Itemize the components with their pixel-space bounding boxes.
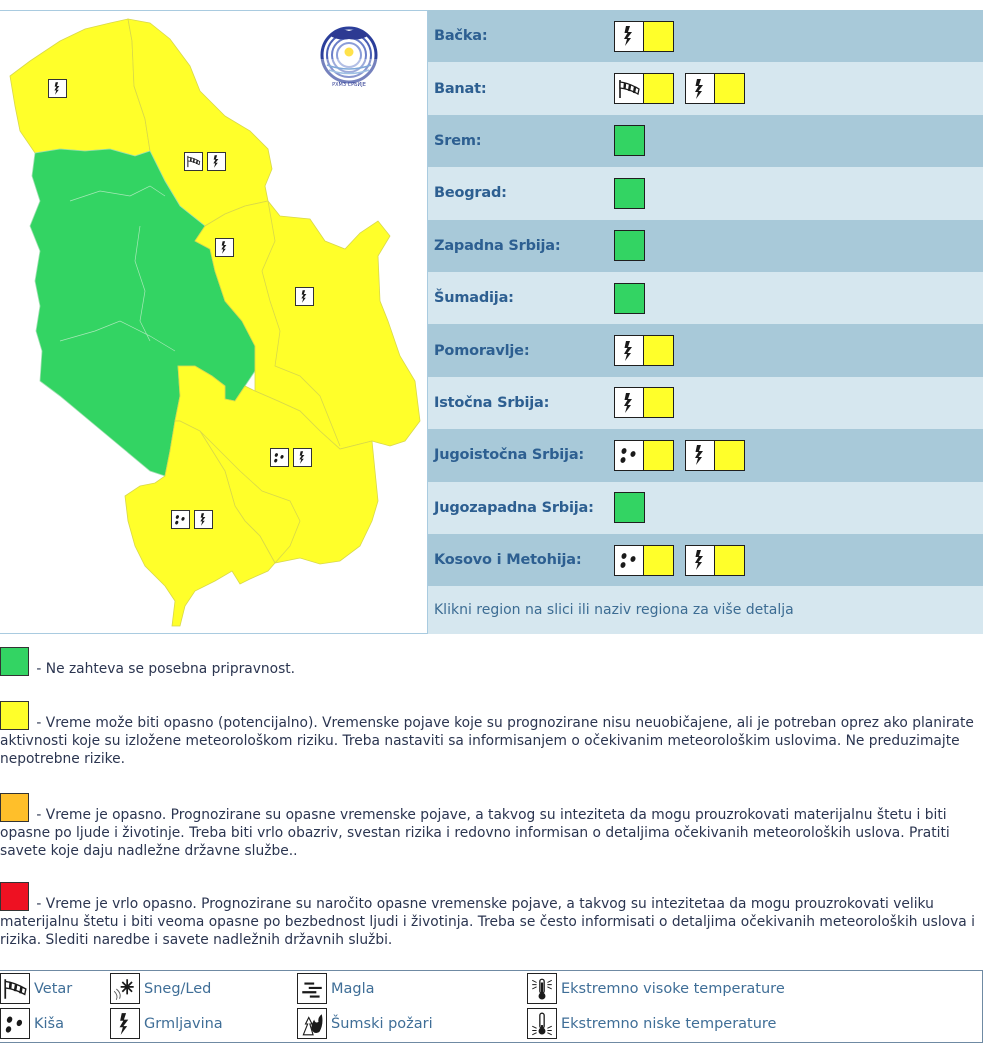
rain-icon [615, 441, 644, 470]
thunder-icon [293, 448, 312, 467]
map-region-backa[interactable] [10, 19, 150, 156]
level-yellow [644, 388, 673, 417]
level-yellow-description [0, 701, 1000, 768]
thunder-icon [48, 79, 67, 98]
rain-icon [171, 510, 190, 529]
region-name[interactable]: Kosovo i Metohija: [434, 552, 582, 569]
warning-badge [685, 73, 745, 104]
map-markers-backa[interactable] [48, 79, 67, 98]
wind-icon [0, 973, 30, 1004]
legend-rain [0, 1008, 64, 1039]
level-yellow [644, 336, 673, 365]
legend-wind [0, 973, 72, 1004]
red-swatch [0, 882, 29, 911]
warning-badge [614, 73, 674, 104]
thunder-icon [615, 388, 644, 417]
table-hint: Klikni region na slici ili naziv regiona za više detalja [428, 586, 983, 634]
region-row-beograd[interactable] [428, 167, 983, 219]
region-row-sumadija[interactable] [428, 272, 983, 324]
thunder-icon [686, 441, 715, 470]
level-yellow [715, 546, 744, 575]
level-yellow [644, 441, 673, 470]
region-row-banat[interactable] [428, 62, 983, 114]
wind-icon [615, 74, 644, 103]
region-name[interactable]: Srem: [434, 132, 482, 149]
forest-fire-icon [297, 1008, 327, 1039]
level-green-description [0, 647, 295, 678]
rain-icon [615, 546, 644, 575]
level-text: - Vreme je opasno. Prognozirane su opasne vremenske pojave, a takvog su inteziteta da mogu prouzrokovati materijalnu štetu i biti opasne po ljude i životinje. Treba biti vrlo obazriv, svestan rizika i redovno informisan o detaljima očekivanih meteoroloških uslova. Pratiti savete koje daju nadležne državne službe.. [0, 807, 950, 859]
thunder-icon [686, 74, 715, 103]
level-text: - Vreme može biti opasno (potencijalno). Vremenske pojave koje su prognozirane nisu neuobičajene, ali je potreban oprez ako planirate aktivnosti koje su izložene meteorološkom riziku. Treba nastaviti sa informisanjem o očekivanim meteorološkim uslovima. Ne preduzimajte nepotrebne rizike. [0, 715, 974, 767]
warning-badge [614, 492, 645, 523]
level-yellow [644, 74, 673, 103]
thunder-icon [686, 546, 715, 575]
region-name[interactable]: Jugoistočna Srbija: [434, 447, 585, 464]
legend-cold [527, 1008, 776, 1039]
region-row-kosovo-i-metohija[interactable] [428, 534, 983, 586]
region-row-jugozapadna-srbija[interactable] [428, 482, 983, 534]
level-green [615, 493, 644, 522]
legend-label: Magla [331, 980, 375, 997]
green-swatch [0, 647, 29, 676]
warning-map[interactable] [0, 10, 428, 634]
thermometer-cold-icon [527, 1008, 557, 1039]
warning-badge [614, 335, 674, 366]
level-red-description [0, 882, 1000, 949]
phenomena-legend [0, 970, 983, 1043]
region-name[interactable]: Zapadna Srbija: [434, 237, 561, 254]
warning-badge [614, 230, 645, 261]
region-row-srem[interactable] [428, 115, 983, 167]
thunder-icon [615, 22, 644, 51]
logo-text: РХМЗ СРБИЈЕ [332, 82, 366, 88]
serbia-map[interactable] [0, 11, 428, 634]
warning-badge [614, 545, 674, 576]
warning-badge [685, 545, 745, 576]
rain-icon [0, 1008, 30, 1039]
level-green [615, 284, 644, 313]
legend-label: Vetar [34, 980, 73, 997]
legend-fire [297, 1008, 433, 1039]
region-row-pomoravlje[interactable] [428, 324, 983, 376]
level-yellow [644, 22, 673, 51]
thunder-icon [295, 287, 314, 306]
warning-badge [614, 178, 645, 209]
warning-badge [614, 283, 645, 314]
region-name[interactable]: Jugozapadna Srbija: [434, 499, 594, 516]
legend-label: Ekstremno visoke temperature [561, 980, 785, 997]
warning-badge [614, 21, 674, 52]
legend-label: Kiša [34, 1015, 64, 1032]
warning-badge [614, 440, 674, 471]
region-name[interactable]: Beograd: [434, 185, 507, 202]
legend-label: Ekstremno niske temperature [561, 1015, 777, 1032]
map-markers-pomoravlje[interactable] [215, 238, 234, 257]
legend-heat [527, 973, 785, 1004]
level-green [615, 231, 644, 260]
warning-badge [614, 387, 674, 418]
legend-thunder [110, 1008, 223, 1039]
region-name[interactable]: Bačka: [434, 28, 488, 45]
region-warning-table [428, 10, 983, 634]
level-yellow [715, 441, 744, 470]
region-name[interactable]: Šumadija: [434, 290, 514, 307]
rain-icon [270, 448, 289, 467]
map-markers-banat[interactable] [184, 152, 226, 171]
thunder-icon [194, 510, 213, 529]
thunder-icon [110, 1008, 140, 1039]
level-yellow [644, 546, 673, 575]
yellow-swatch [0, 701, 29, 730]
thunder-icon [207, 152, 226, 171]
legend-label: Grmljavina [144, 1015, 223, 1032]
legend-label: Sneg/Led [144, 980, 212, 997]
map-markers-jugoistocna[interactable] [270, 448, 312, 467]
level-orange-description [0, 793, 1000, 860]
region-name[interactable]: Istočna Srbija: [434, 394, 550, 411]
thunder-icon [615, 336, 644, 365]
orange-swatch [0, 793, 29, 822]
thermometer-hot-icon [527, 973, 557, 1004]
rhmz-logo [317, 25, 381, 91]
level-green [615, 179, 644, 208]
legend-label: Šumski požari [331, 1015, 433, 1032]
region-row-zapadna-srbija[interactable] [428, 220, 983, 272]
region-row-istocna-srbija[interactable] [428, 377, 983, 429]
fog-icon [297, 973, 327, 1004]
level-yellow [715, 74, 744, 103]
level-green [615, 126, 644, 155]
map-markers-istocna[interactable] [295, 287, 314, 306]
region-name[interactable]: Pomoravlje: [434, 342, 530, 359]
level-text: - Ne zahteva se posebna pripravnost. [32, 661, 296, 677]
legend-snow [110, 973, 211, 1004]
region-row-jugoistocna-srbija[interactable] [428, 429, 983, 481]
legend-fog [297, 973, 375, 1004]
level-text: - Vreme je vrlo opasno. Prognozirane su naročito opasne vremenske pojave, a takvog su intezitetaa da mogu prouzrokovati veliku materijalnu štetu i biti veoma opasne po bezbednost ljudi i životinja. Treba se često informisati o detaljima očekivanih meteoroloških uslova i rizika. Slediti naredbe i savete nadležnih državnih službi. [0, 896, 975, 948]
snowflake-icon [110, 973, 140, 1004]
map-markers-kosovo[interactable] [171, 510, 213, 529]
region-name[interactable]: Banat: [434, 80, 487, 97]
wind-icon [184, 152, 203, 171]
warning-badge [614, 125, 645, 156]
warning-badge [685, 440, 745, 471]
region-row-backa[interactable] [428, 10, 983, 62]
thunder-icon [215, 238, 234, 257]
